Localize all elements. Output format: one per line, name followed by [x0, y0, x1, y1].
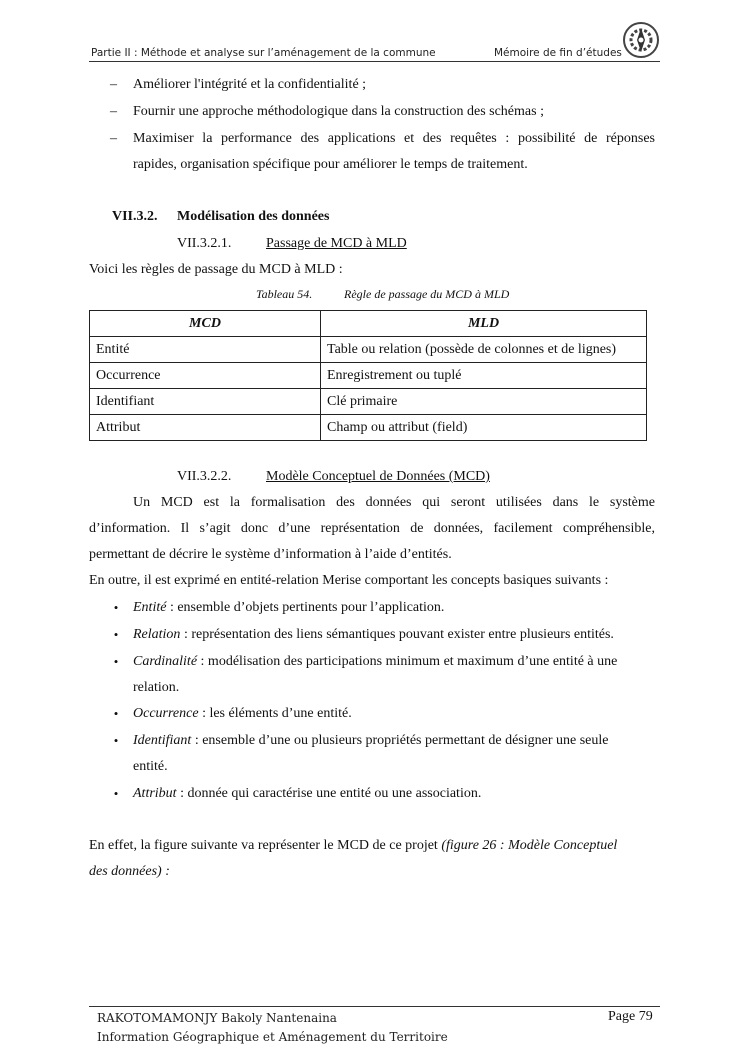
figure-reference: (figure 26 : Modèle Conceptuel [441, 838, 618, 853]
list-item-text: : modélisation des participations minimum et maximum d’une entité à une [197, 654, 618, 669]
page-number: Page 79 [608, 1009, 653, 1024]
list-item-term: Identifiant [133, 733, 192, 748]
table-header-cell: MLD [321, 311, 647, 337]
table-cell: Champ ou attribut (field) [321, 415, 647, 441]
table-cell: Attribut [90, 415, 321, 441]
list-item [133, 733, 608, 749]
intro-text: Voici les règles de passage du MCD à MLD : [89, 262, 343, 277]
subsection-number: VII.3.2.1. [177, 236, 232, 251]
dash-item-text: Maximiser la performance des applications et des requêtes : possibilité de réponses [133, 131, 655, 146]
table-cell: Table ou relation (possède de colonnes et de lignes) [321, 337, 647, 363]
list-item-cont: entité. [133, 759, 168, 774]
table-header-row [90, 311, 647, 337]
list-item [133, 786, 481, 802]
university-logo-icon [621, 20, 661, 60]
dash-marker: – [110, 77, 117, 92]
header-rule [89, 61, 660, 62]
section-title: Modélisation des données [177, 209, 330, 224]
list-item-term: Cardinalité [133, 654, 198, 669]
list-item-cont: relation. [133, 680, 180, 695]
subsection-title: Passage de MCD à MLD [266, 236, 407, 251]
table-row [90, 363, 647, 389]
dash-item [110, 77, 117, 93]
list-item [133, 627, 614, 643]
list-item-term: Entité [133, 600, 167, 615]
list-item-text: : donnée qui caractérise une entité ou une association. [176, 786, 482, 801]
table-cell: Clé primaire [321, 389, 647, 415]
table-caption-title: Règle de passage du MCD à MLD [344, 287, 510, 301]
list-item-term: Occurrence [133, 706, 199, 721]
bullet-marker: • [113, 706, 119, 721]
list-item-text: : représentation des liens sémantiques pouvant exister entre plusieurs entités. [180, 627, 614, 642]
dash-marker: – [110, 104, 117, 119]
bullet-marker: • [113, 600, 119, 615]
paragraph-text: En effet, la figure suivante va représenter le MCD de ce projet [89, 838, 442, 853]
bullet-marker: • [113, 733, 119, 748]
footer-program: Information Géographique et Aménagement du Territoire [97, 1030, 448, 1044]
list-item-text: : les éléments d’une entité. [198, 706, 352, 721]
bullet-marker: • [113, 786, 119, 801]
footer-author: RAKOTOMAMONJY Bakoly Nantenaina [97, 1011, 337, 1025]
table-row [90, 337, 647, 363]
subsection-number: VII.3.2.2. [177, 469, 232, 484]
table-cell: Entité [90, 337, 321, 363]
list-item-term: Relation [133, 627, 181, 642]
table-row [90, 389, 647, 415]
paragraph-line [89, 838, 617, 854]
list-item-term: Attribut [133, 786, 177, 801]
dash-item-text: Améliorer l'intégrité et la confidentialité ; [133, 77, 367, 92]
list-item [133, 600, 444, 616]
table-header-cell: MCD [90, 311, 321, 337]
dash-item-text: Fournir une approche méthodologique dans la construction des schémas ; [133, 104, 544, 119]
dash-item-text-cont: rapides, organisation spécifique pour améliorer le temps de traitement. [133, 157, 528, 172]
table-caption-label: Tableau 54. [256, 287, 313, 301]
dash-item [110, 131, 117, 147]
dash-marker: – [110, 131, 117, 146]
paragraph-line: Un MCD est la formalisation des données qui seront utilisées dans le système [133, 495, 655, 510]
header-right-title: Mémoire de fin d’études [494, 47, 622, 59]
list-item-text: : ensemble d’une ou plusieurs propriétés permettant de désigner une seule [191, 733, 609, 748]
subsection-title: Modèle Conceptuel de Données (MCD) [266, 469, 490, 484]
footer-rule [89, 1006, 660, 1007]
table-cell: Enregistrement ou tuplé [321, 363, 647, 389]
bullet-marker: • [113, 627, 119, 642]
mcd-mld-table [89, 310, 647, 441]
list-item [133, 654, 617, 670]
bullet-marker: • [113, 654, 119, 669]
table-row [90, 415, 647, 441]
figure-reference-cont: des données) : [89, 864, 170, 879]
paragraph-line: d’information. Il s’agit donc d’une représentation de données, facilement compréhensible, [89, 521, 655, 536]
table-cell: Occurrence [90, 363, 321, 389]
section-number: VII.3.2. [112, 209, 158, 224]
dash-item [110, 104, 117, 120]
paragraph-line: permettant de décrire le système d’information à l’aide d’entités. [89, 547, 452, 562]
list-item [133, 706, 352, 722]
list-item-text: : ensemble d’objets pertinents pour l’application. [166, 600, 445, 615]
table-cell: Identifiant [90, 389, 321, 415]
paragraph-line: En outre, il est exprimé en entité-relation Merise comportant les concepts basiques suivants : [89, 573, 609, 588]
header-left-title: Partie II : Méthode et analyse sur l’aménagement de la commune [91, 47, 436, 59]
